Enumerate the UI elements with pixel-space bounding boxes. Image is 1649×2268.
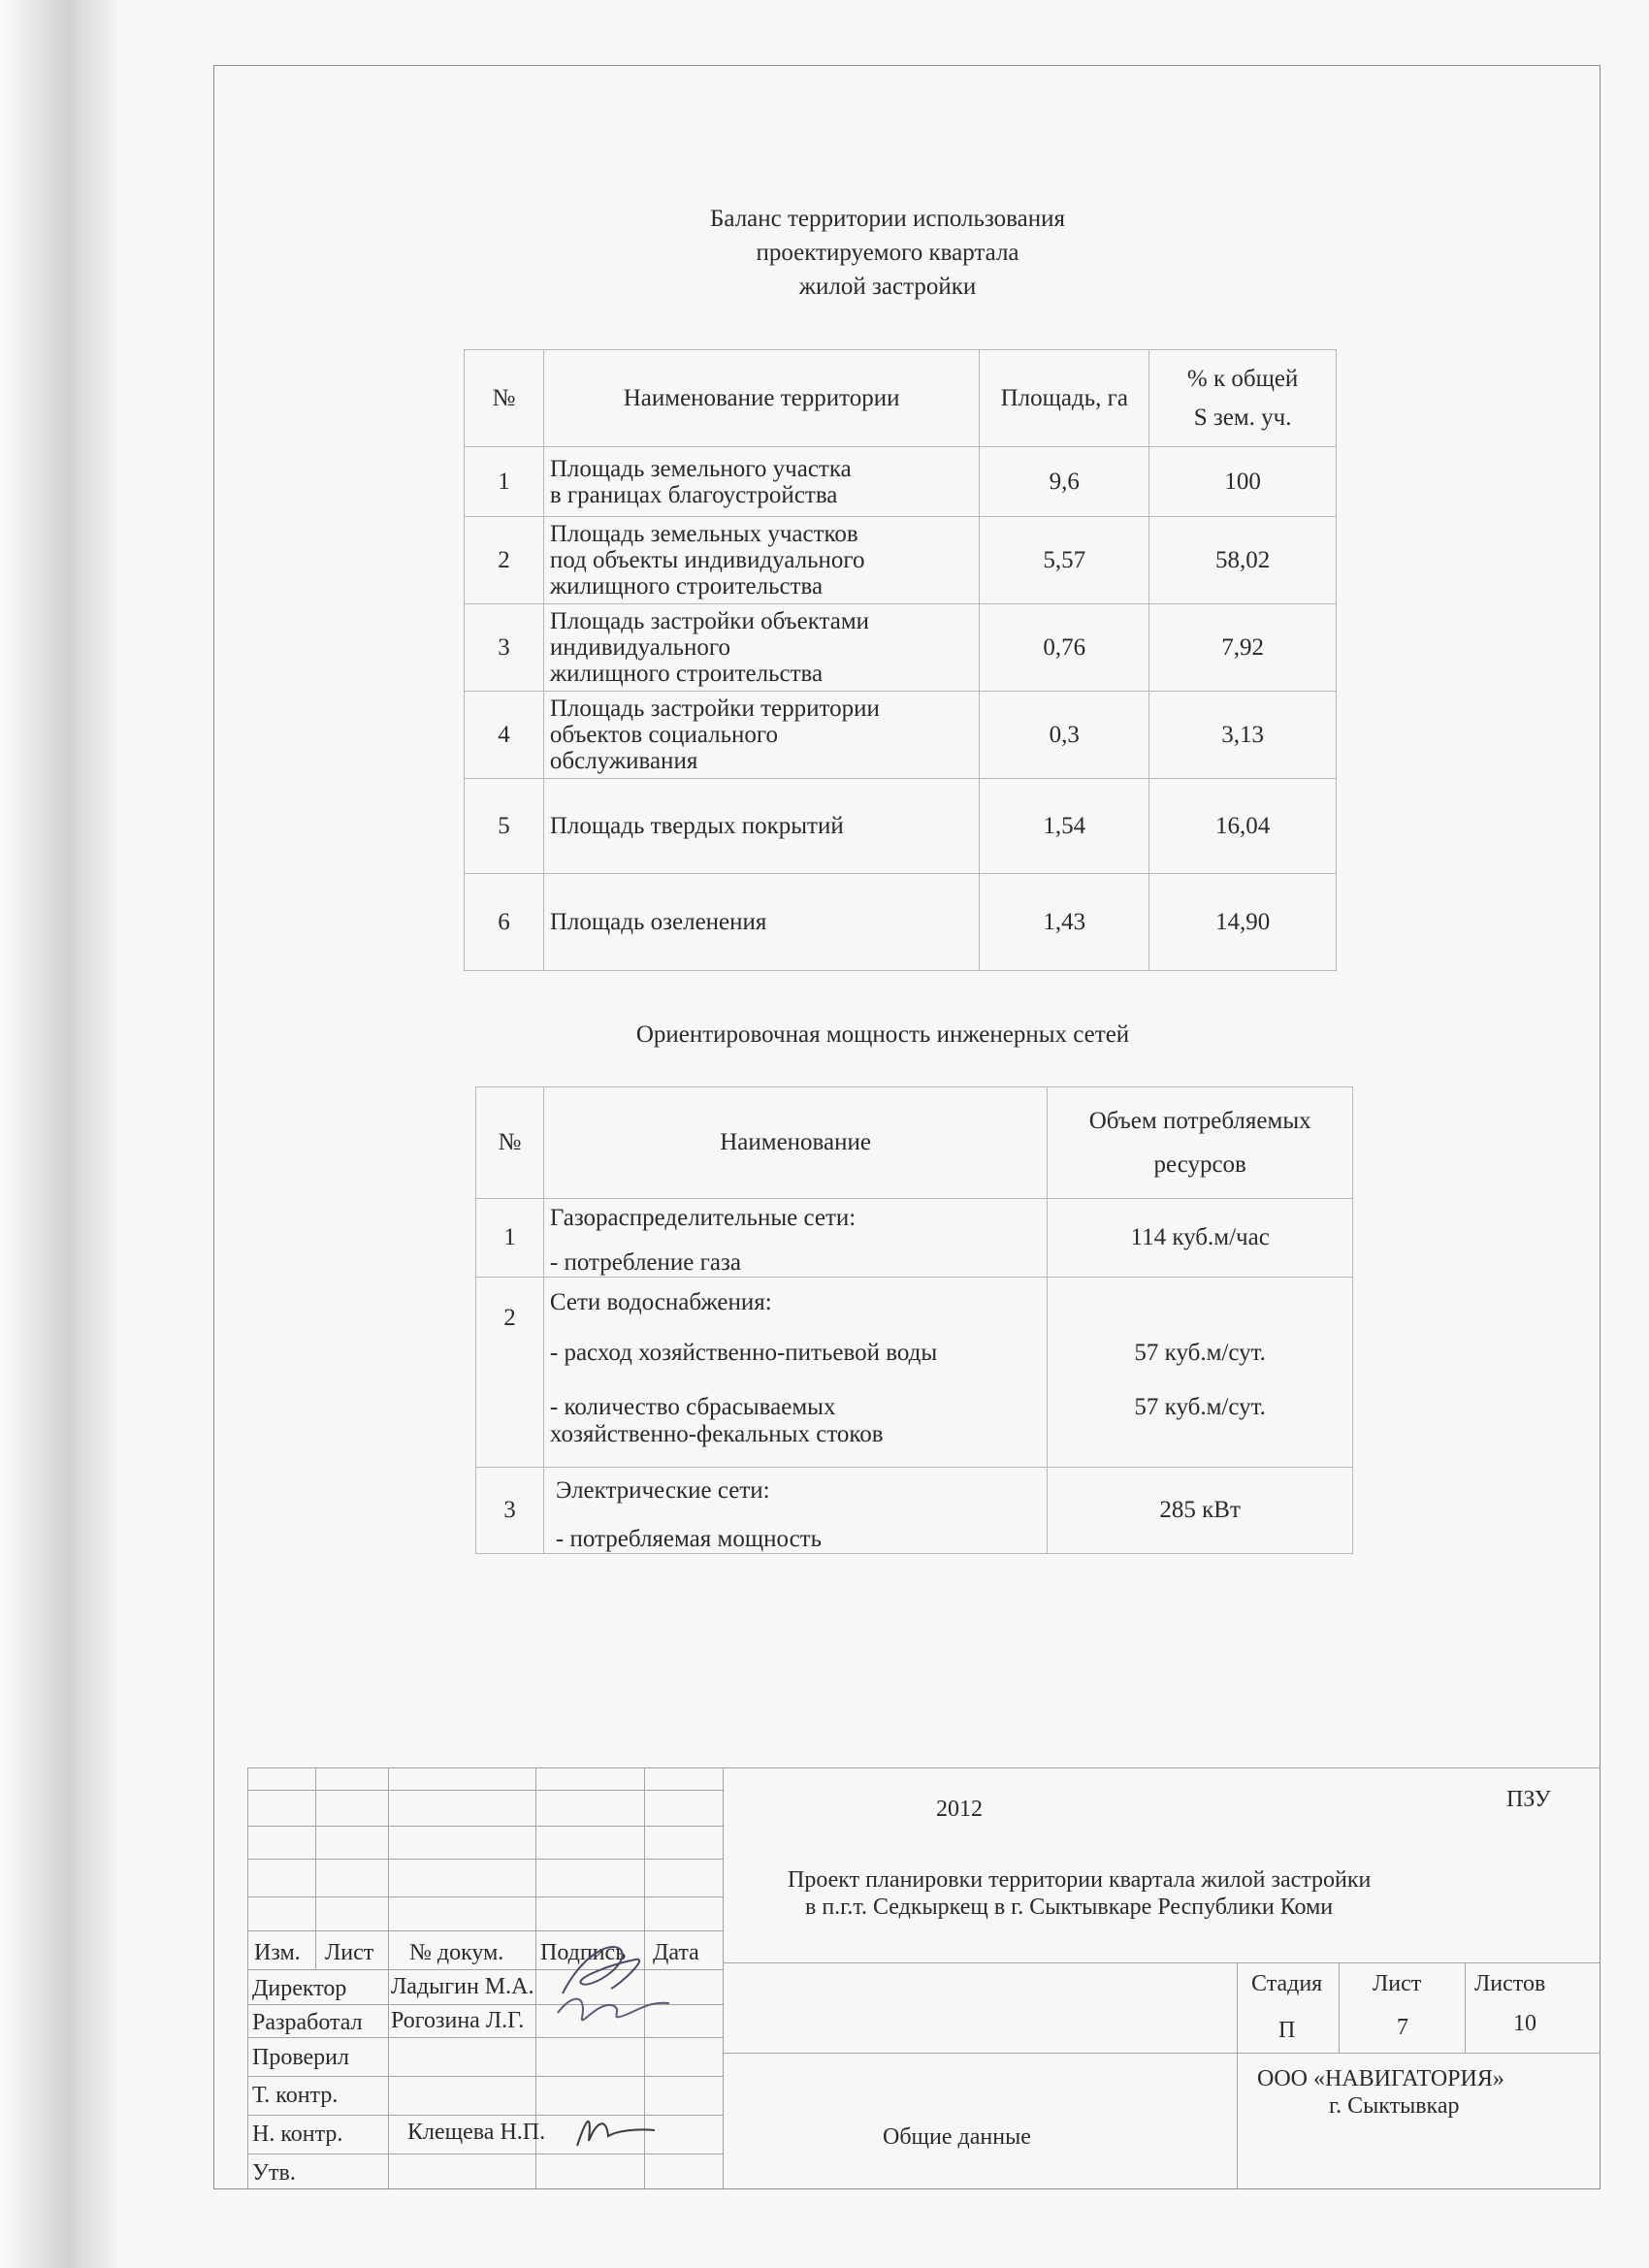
developer-signature xyxy=(553,1984,679,2042)
row-value xyxy=(1048,1278,1353,1468)
stamp-rule xyxy=(247,1790,723,1791)
row-name xyxy=(543,1278,1047,1468)
network-group: Сети водоснабжения: xyxy=(549,1289,772,1315)
row-num: 1 xyxy=(476,1199,544,1278)
row-name-line: Площадь озеленения xyxy=(549,909,767,935)
balance-title-line: проектируемого квартала xyxy=(756,240,1019,266)
stamp-project-title: Проект планировки территории квартала жилой застройки xyxy=(788,1867,1372,1893)
stamp-code: ПЗУ xyxy=(1506,1787,1551,1812)
row-value: 285 кВт xyxy=(1048,1468,1353,1554)
row-num: 6 xyxy=(465,874,544,971)
row-percent: 100 xyxy=(1149,447,1337,517)
row-name-line: жилищного строительства xyxy=(549,573,824,599)
network-item: - потребляемая мощность xyxy=(555,1526,822,1552)
header-name: Наименование территории xyxy=(543,350,979,447)
header-volume xyxy=(1048,1087,1353,1199)
stamp-org: ООО «НАВИГАТОРИЯ» xyxy=(1257,2066,1504,2091)
stamp-rule xyxy=(723,1962,1600,1963)
row-name-line: Площадь застройки объектами xyxy=(549,608,870,634)
stamp-section: Общие данные xyxy=(883,2124,1031,2150)
stamp-col-doc: № докум. xyxy=(409,1940,504,1965)
networks-title: Ориентировочная мощность инженерных сетей xyxy=(635,1021,1130,1048)
stamp-role: Т. контр. xyxy=(252,2083,339,2108)
row-name-line: Площадь твердых покрытий xyxy=(549,813,844,839)
stamp-project-title: в п.г.т. Седкыркещ в г. Сыктывкаре Республики Коми xyxy=(805,1895,1334,1920)
stamp-role: Разработал xyxy=(252,2010,363,2035)
row-num: 2 xyxy=(476,1278,544,1468)
header-percent xyxy=(1149,350,1337,447)
table-row xyxy=(465,517,1337,604)
row-name xyxy=(543,604,979,692)
stamp-rule xyxy=(1339,1962,1340,2053)
stamp-col-list: Лист xyxy=(325,1940,374,1965)
row-name-line: обслуживания xyxy=(549,748,698,774)
row-num: 1 xyxy=(465,447,544,517)
network-group: Электрические сети: xyxy=(555,1477,770,1504)
row-num: 3 xyxy=(465,604,544,692)
stamp-name-norm: Клещева Н.П. xyxy=(407,2120,546,2145)
row-percent: 14,90 xyxy=(1149,874,1337,971)
row-name xyxy=(543,447,979,517)
row-name-line: в границах благоустройства xyxy=(549,481,838,508)
stamp-name-developer: Рогозина Л.Г. xyxy=(391,2008,525,2033)
stamp-rule xyxy=(247,1930,723,1931)
row-percent: 7,92 xyxy=(1149,604,1337,692)
stamp-role: Утв. xyxy=(252,2160,296,2186)
row-percent: 58,02 xyxy=(1149,517,1337,604)
stamp-year: 2012 xyxy=(936,1797,983,1822)
norm-control-signature xyxy=(567,2107,664,2155)
header-num: № xyxy=(476,1087,544,1199)
network-group: Газораспределительные сети: xyxy=(549,1205,857,1231)
header-area: Площадь, га xyxy=(980,350,1149,447)
network-item: - количество сбрасываемых xyxy=(549,1394,836,1420)
stamp-rule xyxy=(247,1826,723,1827)
table-row xyxy=(465,692,1337,779)
row-name-line: Площадь застройки территории xyxy=(549,696,880,722)
row-area: 1,43 xyxy=(980,874,1149,971)
stamp-sheets: 10 xyxy=(1513,2011,1536,2036)
stamp-rule xyxy=(315,1767,316,1969)
stamp-rule xyxy=(247,2076,723,2077)
stamp-col-date: Дата xyxy=(653,1940,699,1965)
network-item: - потребление газа xyxy=(549,1249,741,1276)
networks-header-row xyxy=(476,1087,1353,1199)
stamp-sheet: 7 xyxy=(1397,2015,1408,2040)
row-name xyxy=(543,517,979,604)
row-name xyxy=(543,779,979,874)
row-num: 4 xyxy=(465,692,544,779)
stamp-rule xyxy=(247,1859,723,1860)
row-percent: 16,04 xyxy=(1149,779,1337,874)
stamp-org-city: г. Сыктывкар xyxy=(1329,2093,1460,2119)
balance-title-line: жилой застройки xyxy=(798,274,977,300)
row-area: 0,76 xyxy=(980,604,1149,692)
network-value: 57 куб.м/сут. xyxy=(1134,1394,1266,1420)
network-value: 57 куб.м/сут. xyxy=(1134,1340,1266,1366)
stamp-rule xyxy=(247,1767,248,2189)
row-name-line: жилищного строительства xyxy=(549,661,824,687)
row-area: 0,3 xyxy=(980,692,1149,779)
row-area: 9,6 xyxy=(980,447,1149,517)
stamp-sheet-label: Лист xyxy=(1373,1971,1422,1996)
header-num: № xyxy=(465,350,544,447)
row-area: 5,57 xyxy=(980,517,1149,604)
balance-title xyxy=(582,202,1193,304)
table-row xyxy=(465,447,1337,517)
header-name: Наименование xyxy=(543,1087,1047,1199)
stamp-stage-label: Стадия xyxy=(1251,1971,1323,1996)
balance-table xyxy=(464,349,1337,971)
table-row xyxy=(476,1468,1353,1554)
network-item: - расход хозяйственно-питьевой воды xyxy=(549,1340,938,1366)
balance-header-row xyxy=(465,350,1337,447)
table-row xyxy=(476,1199,1353,1278)
stamp-rule xyxy=(247,1896,723,1897)
row-name-line: индивидуального xyxy=(549,634,731,661)
stamp-rule xyxy=(723,1767,724,2189)
stamp-role: Н. контр. xyxy=(252,2122,343,2147)
header-volume-line: ресурсов xyxy=(1153,1151,1246,1178)
stamp-rule xyxy=(1237,1962,1238,2189)
row-name xyxy=(543,692,979,779)
table-row xyxy=(476,1278,1353,1468)
stamp-sheets-label: Листов xyxy=(1474,1971,1546,1996)
stamp-role: Директор xyxy=(252,1976,347,2001)
balance-title-line: Баланс территории использования xyxy=(710,206,1065,232)
row-num: 3 xyxy=(476,1468,544,1554)
stamp-col-sign: Подпись xyxy=(540,1940,627,1965)
stamp-col-izm: Изм. xyxy=(254,1940,301,1965)
stamp-rule xyxy=(1465,1962,1466,2053)
header-volume-line: Объем потребляемых xyxy=(1088,1108,1311,1134)
header-percent-line: S зем. уч. xyxy=(1193,404,1292,431)
row-name xyxy=(543,874,979,971)
row-name-line: Площадь земельного участка xyxy=(549,455,852,482)
table-row xyxy=(465,604,1337,692)
row-num: 5 xyxy=(465,779,544,874)
table-row xyxy=(465,779,1337,874)
row-name-line: под объекты индивидуального xyxy=(549,547,865,573)
stamp-name-director: Ладыгин М.А. xyxy=(391,1974,534,1999)
stamp-rule xyxy=(1237,2053,1600,2054)
stamp-stage: П xyxy=(1278,2018,1296,2043)
row-name xyxy=(543,1468,1047,1554)
network-item: хозяйственно-фекальных стоков xyxy=(549,1421,884,1447)
stamp-role: Проверил xyxy=(252,2045,349,2070)
row-name-line: Площадь земельных участков xyxy=(549,521,858,547)
row-percent: 3,13 xyxy=(1149,692,1337,779)
header-percent-line: % к общей xyxy=(1186,365,1299,392)
stamp-rule xyxy=(247,1767,1600,1768)
table-row xyxy=(465,874,1337,971)
row-area: 1,54 xyxy=(980,779,1149,874)
row-name-line: объектов социального xyxy=(549,722,779,748)
networks-table xyxy=(475,1086,1353,1554)
row-value: 114 куб.м/час xyxy=(1048,1199,1353,1278)
stamp-rule xyxy=(388,1767,389,2189)
binding-shadow xyxy=(0,0,116,2268)
row-num: 2 xyxy=(465,517,544,604)
row-name xyxy=(543,1199,1047,1278)
